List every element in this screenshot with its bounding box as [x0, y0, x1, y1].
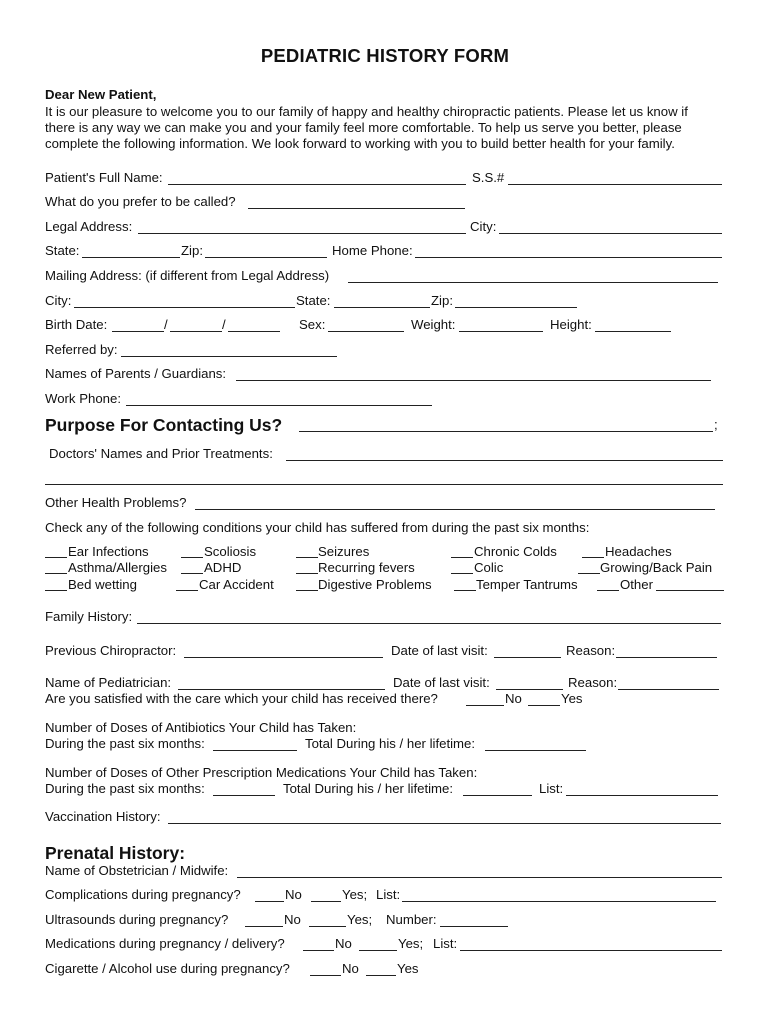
total-life2-label: Total During his / her lifetime: — [283, 781, 454, 796]
condition-label: Car Accident — [199, 577, 274, 592]
condition-label: Colic — [474, 560, 504, 575]
pediatrician-label: Name of Pediatrician: — [45, 675, 172, 690]
antibiotics-six-months-field[interactable] — [213, 750, 297, 751]
prescriptions-six-months-field[interactable] — [213, 795, 275, 796]
complications-no-label: No — [285, 887, 302, 902]
work-phone-label: Work Phone: — [45, 391, 121, 406]
reason2-field[interactable] — [618, 689, 719, 690]
past-six2-label: During the past six months: — [45, 781, 205, 796]
complications-no-field[interactable] — [255, 901, 284, 902]
ultrasounds-no-field[interactable] — [245, 926, 283, 927]
condition-label: Seizures — [318, 544, 370, 559]
ss-label: S.S.# — [472, 170, 505, 185]
birth-year-field[interactable] — [228, 331, 280, 332]
greeting: Dear New Patient, — [45, 87, 157, 102]
ultrasounds-label: Ultrasounds during pregnancy? — [45, 912, 229, 927]
condition-label: Growing/Back Pain — [600, 560, 713, 575]
work-phone-field[interactable] — [126, 405, 432, 406]
checkbox-chronic-colds[interactable] — [451, 557, 473, 558]
condition-label: Headaches — [605, 544, 672, 559]
home-phone-field[interactable] — [415, 257, 722, 258]
condition-label: Digestive Problems — [318, 577, 432, 592]
checkbox-recurring-fevers[interactable] — [296, 573, 318, 574]
ultrasounds-no-label: No — [284, 912, 301, 927]
pediatrician-field[interactable] — [178, 689, 385, 690]
purpose-semicolon: ; — [714, 417, 718, 432]
cigarette-label: Cigarette / Alcohol use during pregnancy? — [45, 961, 290, 976]
doctors-field[interactable] — [286, 460, 723, 461]
zip-field[interactable] — [205, 257, 327, 258]
antibiotics-lifetime-field[interactable] — [485, 750, 586, 751]
doctors-label: Doctors' Names and Prior Treatments: — [49, 446, 273, 461]
reason-field[interactable] — [616, 657, 717, 658]
weight-field[interactable] — [459, 331, 543, 332]
other-problems-label: Other Health Problems? — [45, 495, 187, 510]
other-condition-field[interactable] — [656, 590, 724, 591]
called-label: What do you prefer to be called? — [45, 194, 236, 209]
condition-label: Recurring fevers — [318, 560, 415, 575]
medications-label: Medications during pregnancy / delivery? — [45, 936, 285, 951]
condition-label: Temper Tantrums — [476, 577, 578, 592]
family-history-label: Family History: — [45, 609, 133, 624]
condition-label: Ear Infections — [68, 544, 149, 559]
vaccination-field[interactable] — [168, 823, 721, 824]
sex-label: Sex: — [299, 317, 326, 332]
check-prompt: Check any of the following conditions your child has suffered from during the past six months: — [45, 520, 590, 535]
prescriptions-list-field[interactable] — [566, 795, 718, 796]
home-phone-label: Home Phone: — [332, 243, 413, 258]
full-name-label: Patient's Full Name: — [45, 170, 163, 185]
satisfied-yes-field[interactable] — [528, 705, 560, 706]
referred-field[interactable] — [121, 356, 337, 357]
last-visit2-label: Date of last visit: — [393, 675, 490, 690]
checkbox-growing-back-pain[interactable] — [578, 573, 600, 574]
checkbox-colic[interactable] — [451, 573, 473, 574]
satisfied-yes-label: Yes — [561, 691, 583, 706]
condition-label: ADHD — [204, 560, 242, 575]
medications-list-label: List: — [433, 936, 458, 951]
sex-field[interactable] — [328, 331, 404, 332]
prescriptions-lifetime-field[interactable] — [463, 795, 532, 796]
legal-address-label: Legal Address: — [45, 219, 133, 234]
parents-label: Names of Parents / Guardians: — [45, 366, 227, 381]
prenatal-heading: Prenatal History: — [45, 843, 186, 863]
city-field[interactable] — [499, 233, 722, 234]
last-visit2-field[interactable] — [496, 689, 563, 690]
medications-no-field[interactable] — [303, 950, 334, 951]
prev-chiro-field[interactable] — [184, 657, 383, 658]
complications-list-field[interactable] — [402, 901, 716, 902]
prescriptions-label: Number of Doses of Other Prescription Medications Your Child has Taken: — [45, 765, 478, 780]
ss-field[interactable] — [508, 184, 722, 185]
city-label: City: — [470, 219, 497, 234]
complications-yes-field[interactable] — [311, 901, 341, 902]
last-visit-field[interactable] — [494, 657, 561, 658]
condition-label: Chronic Colds — [474, 544, 557, 559]
cigarette-no-field[interactable] — [310, 975, 341, 976]
complications-label: Complications during pregnancy? — [45, 887, 241, 902]
obstetrician-label: Name of Obstetrician / Midwife: — [45, 863, 229, 878]
referred-label: Referred by: — [45, 342, 118, 357]
zip-label: Zip: — [181, 243, 203, 258]
checkbox-seizures[interactable] — [296, 557, 318, 558]
form-title: PEDIATRIC HISTORY FORM — [260, 45, 510, 66]
checkbox-headaches[interactable] — [582, 557, 604, 558]
cigarette-yes-label: Yes — [397, 961, 419, 976]
checkbox-bed-wetting[interactable] — [45, 590, 67, 591]
zip2-field[interactable] — [455, 307, 577, 308]
cigarette-no-label: No — [342, 961, 359, 976]
satisfied-no-field[interactable] — [466, 705, 504, 706]
state2-label: State: — [296, 293, 331, 308]
checkbox-adhd[interactable] — [181, 573, 203, 574]
purpose-heading: Purpose For Contacting Us? — [45, 415, 283, 435]
checkbox-car-accident[interactable] — [176, 590, 198, 591]
birth-day-field[interactable] — [170, 331, 222, 332]
legal-address-field[interactable] — [138, 233, 466, 234]
called-field[interactable] — [248, 208, 465, 209]
full-name-field[interactable] — [168, 184, 466, 185]
satisfied-no-label: No — [505, 691, 522, 706]
reason2-label: Reason: — [568, 675, 618, 690]
mailing-label: Mailing Address: (if different from Legal Address) — [45, 268, 330, 283]
ultrasounds-number-label: Number: — [386, 912, 437, 927]
height-field[interactable] — [595, 331, 671, 332]
parents-field[interactable] — [236, 380, 711, 381]
condition-label: Other — [620, 577, 653, 592]
past-six-label: During the past six months: — [45, 736, 205, 751]
height-label: Height: — [550, 317, 592, 332]
condition-label: Bed wetting — [68, 577, 137, 592]
doctors-field-line-2[interactable] — [45, 484, 723, 485]
condition-label: Scoliosis — [204, 544, 257, 559]
ultrasounds-yes-field[interactable] — [309, 926, 346, 927]
checkbox-other[interactable] — [597, 590, 619, 591]
checkbox-asthma-allergies[interactable] — [45, 573, 67, 574]
prescriptions-list-label: List: — [539, 781, 564, 796]
zip2-label: Zip: — [431, 293, 453, 308]
intro-line-2: there is any way we can make you and your family feel more comfortable. To help us serve you better, please — [45, 120, 682, 135]
cigarette-yes-field[interactable] — [366, 975, 396, 976]
date-slash-1: / — [164, 317, 168, 332]
family-history-field[interactable] — [137, 623, 721, 624]
purpose-field[interactable] — [299, 431, 713, 432]
antibiotics-label: Number of Doses of Antibiotics Your Child has Taken: — [45, 720, 357, 735]
birth-month-field[interactable] — [112, 331, 164, 332]
satisfied-label: Are you satisfied with the care which your child has received there? — [45, 691, 438, 706]
medications-yes-label: Yes; — [398, 936, 424, 951]
ultrasounds-yes-label: Yes; — [347, 912, 373, 927]
checkbox-ear-infections[interactable] — [45, 557, 67, 558]
state-field[interactable] — [82, 257, 180, 258]
complications-yes-label: Yes; — [342, 887, 368, 902]
medications-list-field[interactable] — [460, 950, 722, 951]
checkbox-digestive-problems[interactable] — [296, 590, 318, 591]
last-visit-label: Date of last visit: — [391, 643, 488, 658]
vaccination-label: Vaccination History: — [45, 809, 161, 824]
medications-no-label: No — [335, 936, 352, 951]
checkbox-scoliosis[interactable] — [181, 557, 203, 558]
reason-label: Reason: — [566, 643, 616, 658]
state2-field[interactable] — [334, 307, 430, 308]
total-life-label: Total During his / her lifetime: — [305, 736, 476, 751]
birth-date-label: Birth Date: — [45, 317, 108, 332]
intro-line-3: complete the following information. We look forward to working with you to build better health for your family. — [45, 136, 675, 151]
prev-chiro-label: Previous Chiropractor: — [45, 643, 177, 658]
weight-label: Weight: — [411, 317, 456, 332]
ultrasounds-number-field[interactable] — [440, 926, 508, 927]
city2-field[interactable] — [74, 307, 295, 308]
other-problems-field[interactable] — [195, 509, 715, 510]
state-label: State: — [45, 243, 80, 258]
complications-list-label: List: — [376, 887, 401, 902]
condition-label: Asthma/Allergies — [68, 560, 167, 575]
medications-yes-field[interactable] — [359, 950, 397, 951]
checkbox-temper-tantrums[interactable] — [454, 590, 476, 591]
obstetrician-field[interactable] — [237, 877, 722, 878]
date-slash-2: / — [222, 317, 226, 332]
mailing-field[interactable] — [348, 282, 718, 283]
city2-label: City: — [45, 293, 72, 308]
intro-line-1: It is our pleasure to welcome you to our family of happy and healthy chiropractic patients. Please let us know if — [45, 104, 688, 119]
